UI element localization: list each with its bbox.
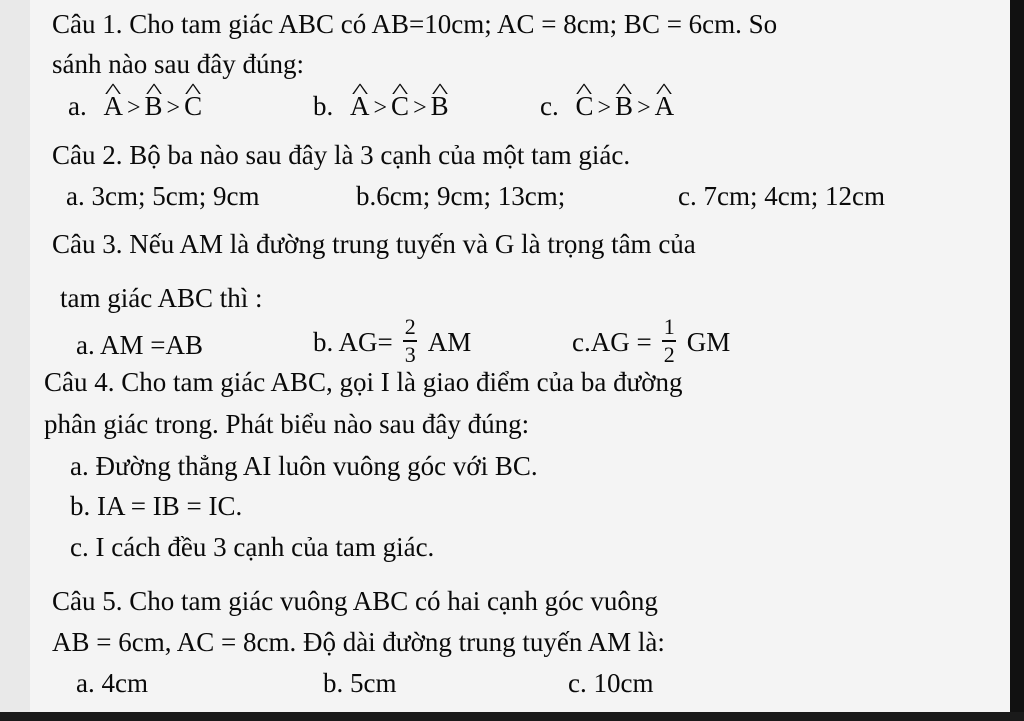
option-prefix: b. AG= xyxy=(313,327,393,358)
denominator: 3 xyxy=(404,342,416,367)
angle-c-hat: ^ C xyxy=(184,90,202,122)
q4-stem-line2: phân giác trong. Phát biểu nào sau đây đúng: xyxy=(44,409,530,439)
q4-stem-line1: Câu 4. Cho tam giác ABC, gọi I là giao điểm của ba đường xyxy=(44,367,683,397)
fraction xyxy=(403,316,418,366)
q1-option-b[interactable] xyxy=(313,90,449,124)
gt-sign: > xyxy=(597,95,612,121)
denominator: 2 xyxy=(663,342,675,367)
gt-sign: > xyxy=(637,95,651,121)
gt-sign: > xyxy=(126,95,141,121)
option-label: a. xyxy=(68,91,87,121)
q5-option-a[interactable]: a. 4cm xyxy=(76,668,148,698)
q5-stem-line1: Câu 5. Cho tam giác vuông ABC có hai cạnh góc vuông xyxy=(52,586,658,616)
q3-option-c[interactable] xyxy=(572,314,731,370)
option-suffix: GM xyxy=(686,327,731,358)
q1-option-a[interactable] xyxy=(68,90,202,124)
numerator: 2 xyxy=(404,314,416,339)
q4-option-a[interactable]: a. Đường thẳng AI luôn vuông góc với BC. xyxy=(70,451,538,481)
q1-stem-line1: Câu 1. Cho tam giác ABC có AB=10cm; AC = 8cm; BC = 6cm. So xyxy=(52,9,778,39)
angle-b-hat: ^ B xyxy=(431,90,449,122)
q5-stem-line2: AB = 6cm, AC = 8cm. Độ dài đường trung tuyến AM là: xyxy=(52,627,665,657)
angle-c-hat: ^ C xyxy=(391,90,409,122)
bottom-edge-bar xyxy=(0,712,1024,721)
q3-option-a[interactable]: a. AM =AB xyxy=(76,330,203,360)
q2-stem-line1: Câu 2. Bộ ba nào sau đây là 3 cạnh của một tam giác. xyxy=(52,140,631,170)
gt-sign: > xyxy=(373,95,388,121)
angle-a-hat: ^ A xyxy=(655,90,675,122)
q1-option-c[interactable] xyxy=(540,90,674,124)
gt-sign: > xyxy=(166,95,181,121)
q3-stem-line1: Câu 3. Nếu AM là đường trung tuyến và G là trọng tâm của xyxy=(52,229,696,259)
option-suffix: AM xyxy=(427,327,472,358)
angle-c-hat: ^ C xyxy=(575,90,593,122)
q3-stem-line2: tam giác ABC thì : xyxy=(60,283,263,313)
q5-option-b[interactable]: b. 5cm xyxy=(323,668,397,698)
gt-sign: > xyxy=(413,95,427,121)
angle-a-hat: ^ A xyxy=(103,90,123,122)
right-edge-bar xyxy=(1010,0,1024,721)
option-prefix: c.AG = xyxy=(572,327,652,358)
angle-b-hat: ^ B xyxy=(615,90,633,122)
q2-option-b[interactable]: b.6cm; 9cm; 13cm; xyxy=(356,181,566,211)
q5-option-c[interactable]: c. 10cm xyxy=(568,668,654,698)
option-label: c. xyxy=(540,91,559,121)
q1-stem-line2: sánh nào sau đây đúng: xyxy=(52,49,304,79)
q2-option-a[interactable]: a. 3cm; 5cm; 9cm xyxy=(66,181,260,211)
numerator: 1 xyxy=(663,314,675,339)
left-margin xyxy=(0,0,30,721)
q2-option-c[interactable]: c. 7cm; 4cm; 12cm xyxy=(678,181,885,211)
q4-option-c[interactable]: c. I cách đều 3 cạnh của tam giác. xyxy=(70,532,435,562)
angle-b-hat: ^ B xyxy=(145,90,163,122)
q4-option-b[interactable]: b. IA = IB = IC. xyxy=(70,491,243,521)
q3-option-b[interactable] xyxy=(313,314,472,370)
fraction xyxy=(662,316,677,366)
option-label: b. xyxy=(313,91,334,121)
angle-a-hat: ^ A xyxy=(350,90,370,122)
